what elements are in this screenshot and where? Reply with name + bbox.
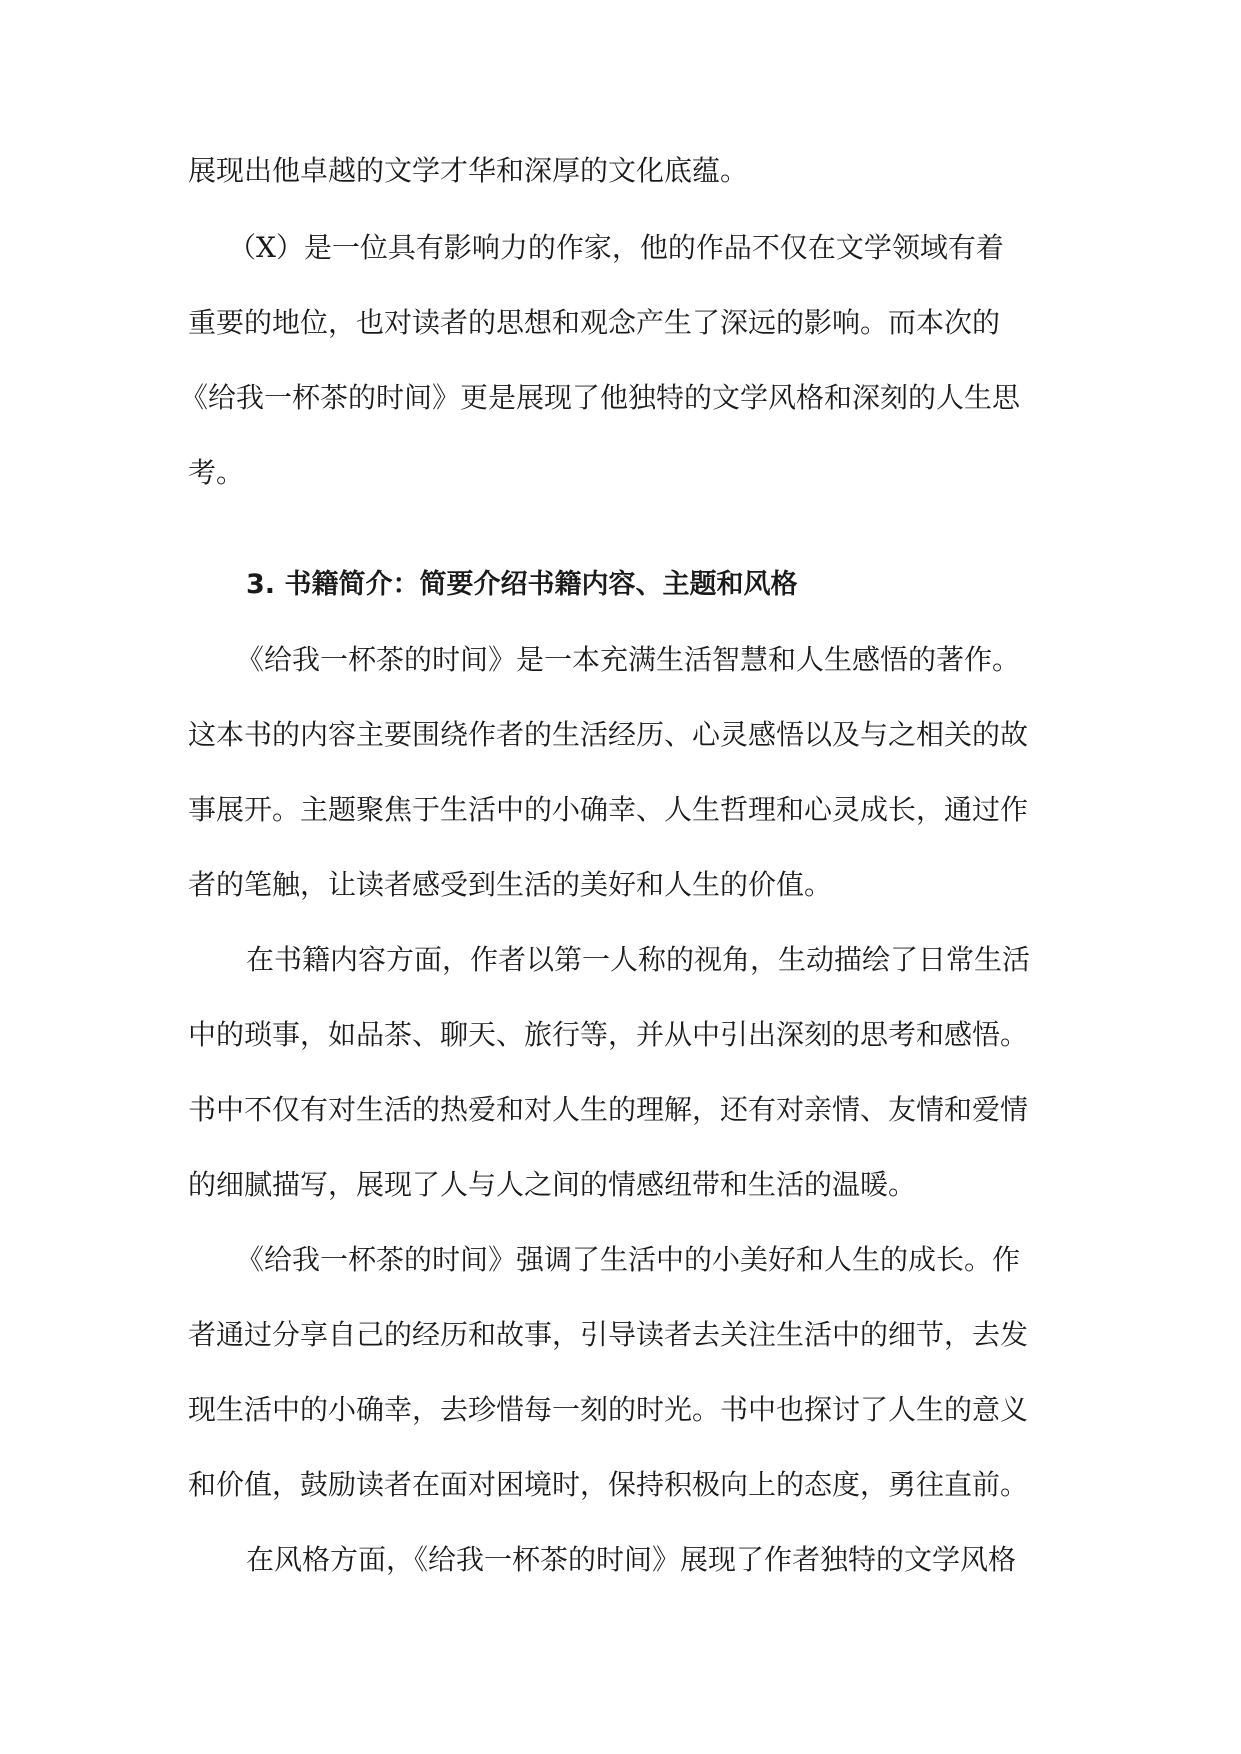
paragraph-line: 的细腻描写，展现了人与人之间的情感纽带和生活的温暖。 [188, 1168, 917, 1201]
paragraph-line: 事展开。主题聚焦于生活中的小确幸、人生哲理和心灵成长，通过作 [188, 793, 1029, 826]
paragraph-line: 重要的地位，也对读者的思想和观念产生了深远的影响。而本次的 [188, 306, 1001, 339]
paragraph-line: 者通过分享自己的经历和故事，引导读者去关注生活中的细节，去发 [188, 1318, 1029, 1351]
paragraph-line: 在风格方面，《给我一杯茶的时间》展现了作者独特的文学风格 [246, 1543, 1017, 1576]
paragraph-line: （X）是一位具有影响力的作家，他的作品不仅在文学领域有着 [228, 231, 1004, 264]
paragraph-line: 书中不仅有对生活的热爱和对人生的理解，还有对亲情、友情和爱情 [188, 1093, 1029, 1126]
paragraph-line: 现生活中的小确幸，去珍惜每一刻的时光。书中也探讨了人生的意义 [188, 1393, 1029, 1426]
paragraph-line: 考。 [188, 456, 245, 489]
paragraph-line: 和价值，鼓励读者在面对困境时，保持积极向上的态度，勇往直前。 [188, 1468, 1029, 1501]
paragraph-line: 中的琐事，如品茶、聊天、旅行等，并从中引出深刻的思考和感悟。 [188, 1018, 1029, 1051]
paragraph-line: 《给我一杯茶的时间》强调了生活中的小美好和人生的成长。作 [236, 1243, 1021, 1276]
paragraph-line: 《给我一杯茶的时间》是一本充满生活智慧和人生感悟的著作。 [236, 643, 1021, 676]
paragraph-line: 者的笔触，让读者感受到生活的美好和人生的价值。 [188, 868, 833, 901]
paragraph-line: 展现出他卓越的文学才华和深厚的文化底蕴。 [188, 154, 749, 187]
paragraph-line: 这本书的内容主要围绕作者的生活经历、心灵感悟以及与之相关的故 [188, 718, 1029, 751]
paragraph-line: 在书籍内容方面，作者以第一人称的视角，生动描绘了日常生活 [246, 943, 1031, 976]
paragraph-line: 《给我一杯茶的时间》更是展现了他独特的文学风格和深刻的人生思 [180, 381, 1021, 414]
section-heading: 3. 书籍简介：简要介绍书籍内容、主题和风格 [246, 569, 798, 600]
